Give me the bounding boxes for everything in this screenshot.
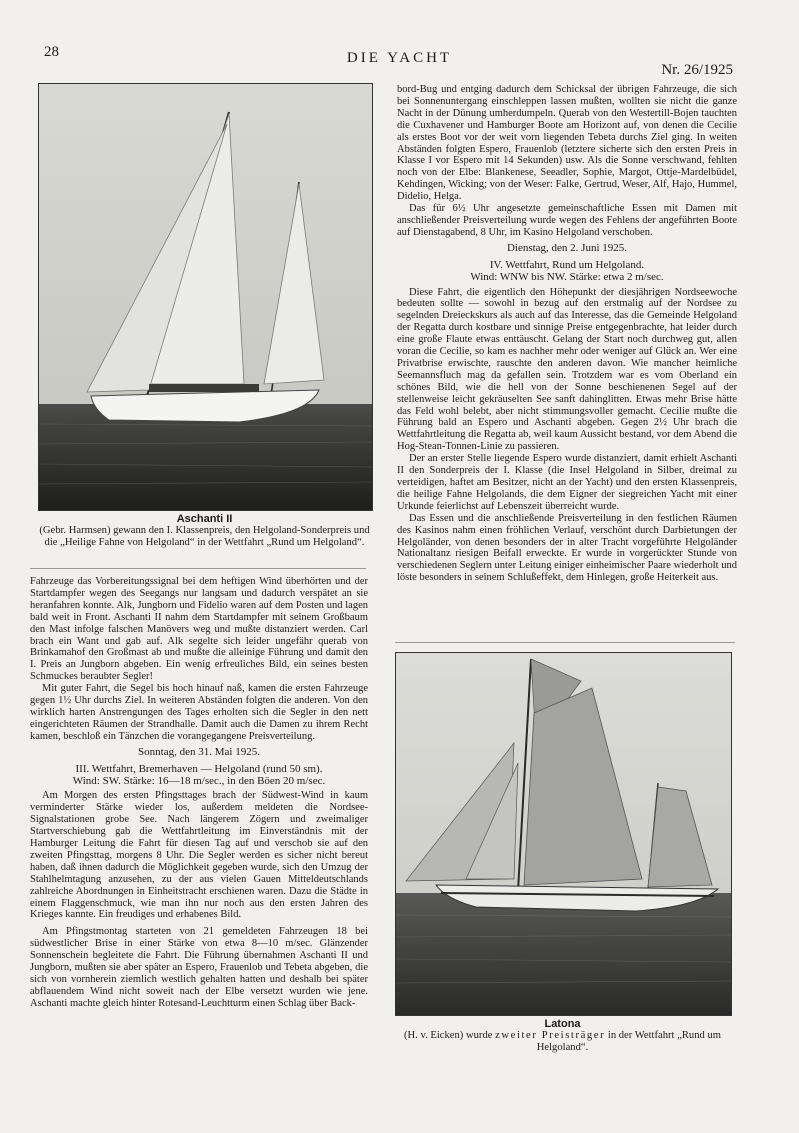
photo-caption-aschanti: [38, 513, 371, 549]
photo-caption-latona: [395, 1018, 730, 1054]
divider: [30, 568, 366, 569]
caption-title: Latona: [544, 1018, 581, 1030]
journal-title: DIE YACHT: [346, 50, 453, 66]
paragraph: Das für 6½ Uhr angesetzte gemeinschaftliche Essen mit Damen mit anschließender Preisverteilung wurde wegen des Fehlens der angeführten Boote auf Dienstagabend, 8 Uhr, im Kasino Helgoland verschoben.: [397, 203, 737, 238]
sailing-yacht-illustration: [396, 653, 731, 1015]
caption-text: (Gebr. Harmsen) gewann den I. Klassenpreis, den Helgoland-Sonderpreis und die „Heilige Fahne von Helgoland“ in der Wettfahrt „Rund um Helgoland“.: [39, 525, 370, 548]
page-number: 28: [44, 44, 59, 60]
paragraph: Am Pfingstmontag starteten von 21 gemeldeten Fahrzeugen 18 bei südwestlicher Brise in einer Stärke von etwa 8—10 m/sec. Glänzender Sonnenschein begleitete die Fahrt. Die Führung übernahmen Aschanti II und Jungborn, mußten sie aber später an Espero, Frauenlob und Tebeta abgeben, die sich von vornherein ziemlich westlich gehalten hatten und deshalb bei später abflauendem Wind nicht soweit nach der Elbe versetzt wurden wie jene. Aschanti machte gleich hinter Rotesand-Leuchtturm einen Schlag über Back-: [30, 926, 368, 1009]
sailing-yacht-illustration: [39, 84, 372, 510]
photo-latona: [395, 652, 732, 1016]
paragraph: Fahrzeuge das Vorbereitungssignal bei dem heftigen Wind überhörten und der Startdampfer wegen des Seegangs nur langsam und dadurch verspätet an sie heranfahren konnte. Alk, Jungborn und Fidelio waren auf dem Posten und lagen bald weit in Front. Aschanti II nahm dem Startdampfer mit seinem Großbaum den Mast infolge falschen Manövers weg und mußte distanziert werden. Carl brach ein Want und gab auf. Alk segelte sich leider ungefähr querab von Brinkamahof den Großmast ab und mußte die alleinige Führung und damit den I. Preis an Jungborn abgeben. Ein wenig erfreuliches Bild, ein seines besten Schmuckes beraubter Segler!: [30, 576, 368, 683]
caption-text-pre: (H. v. Eicken) wurde: [404, 1030, 493, 1041]
caption-title: Aschanti II: [176, 513, 233, 525]
section-heading: III. Wettfahrt, Bremerhaven — Helgoland (rund 50 sm).: [75, 762, 323, 775]
caption-text-emphasis: zweiter Preisträger: [495, 1030, 606, 1041]
divider: [395, 642, 735, 643]
paragraph: Das Essen und die anschließende Preisverteilung in den festlichen Räumen des Kasinos nahm einen fröhlichen Verlauf, verschönt durch Darbietungen der Helgoländer, von denen besonders der in alter Tracht vorgeführte Helgoländer Nationaltanz riesigen Beifall erweckte. Er wurde in vorgerückter Stunde von verschiedenen Seglern unter Leitung einiger einheimischer Paare wiederholt und löste besonders in seinem Schlußeffekt, dem Hinlegen, große Heiterkeit aus.: [397, 512, 737, 584]
issue-number: Nr. 26/1925: [661, 62, 733, 78]
section-date: Dienstag, den 2. Juni 1925.: [506, 241, 628, 254]
section-heading: IV. Wettfahrt, Rund um Helgoland.: [489, 258, 645, 271]
caption-text: [395, 1030, 730, 1054]
left-column: [30, 576, 368, 1010]
paragraph: bord-Bug und entging dadurch dem Schicksal der übrigen Fahrzeuge, die sich bei Sonnenuntergang einschleppen lassen mußten, wollten sie nicht die ganze Nacht in der Dünung umherdumpeln. Querab von den Westertill-Bojen tauchten die Cuxhavener und Hamburger Boote am Horizont auf, von denen die Cecilie als erstes Boot vor der weit vorn liegenden Tebeta durchs Ziel ging. In weiten Abständen folgten Espero, Frauenlob (letztere sicherte sich den ersten Preis in Klasse I vor Espero mit 14 Sekunden) usw. Als die Sonne verschwand, fehlten noch von der Elbe: Blankenese, Seeadler, Sophie, Margot, Ottje-Mardelbüdel, Kehdingen, Wicking; von der Weser: Falke, Gertrud, Weser, Alf, Hajo, Hummel, Didelio, Helga.: [397, 84, 737, 203]
paragraph: Am Morgen des ersten Pfingsttages brach der Südwest-Wind in kaum verminderter Stärke wieder los, außerdem meldeten die Nordsee-Signalstationen grobe See. Nach längerem Zögern und zweimaliger Startverschiebung gab die Wettfahrtleitung im Einverständnis mit der Hamburger Leitung die Fahrt für diesen Tag auf und verschob sie auf den zweiten Pfingsttag, morgens 8 Uhr. Die Segler werden es sicher nicht bereut haben, daß ihnen dadurch die Möglichkeit gegeben wurde, sich den Umzug der Stahlhelmtagung anzusehen, zu der aus vielen Gauen Mitteldeutschlands zahlreiche Abordnungen in Einheitstracht erschienen waren. Dazu die Städte in einem Flaggenschmuck, wie man ihn nur noch aus den ersten Jahren des Krieges kannte. Ein freudiges und erhabenes Bild.: [30, 790, 368, 921]
section-date: Sonntag, den 31. Mai 1925.: [138, 745, 260, 758]
paragraph: Mit guter Fahrt, die Segel bis hoch hinauf naß, kamen die ersten Fahrzeuge gegen 1½ Uhr durchs Ziel. In weiteren Abständen folgten die anderen. Von den wirklich harten Anstrengungen des Tages erholten sich die Segler in den nett eingerichteten Räumen der Strandhalle. Damit auch die Damen zu ihrem Recht kamen, beschloß ein Tänzchen die vorangegangene Preisverteilung.: [30, 683, 368, 742]
wind-info: Wind: SW. Stärke: 16—18 m/sec., in den Böen 20 m/sec.: [72, 774, 326, 787]
wind-info: Wind: WNW bis NW. Stärke: etwa 2 m/sec.: [470, 270, 664, 283]
caption-text-post: in der Wettfahrt „Rund um Helgoland“.: [536, 1030, 721, 1053]
paragraph: Diese Fahrt, die eigentlich den Höhepunkt der diesjährigen Nordseewoche bedeuten sollte — sowohl in bezug auf den erstmalig auf der Nordsee zu segelnden Dreieckskurs als auch auf das Interesse, das die Gemeinde Helgoland der Regatta durch kostbare und sinnige Preise entgegenbrachte, hat leider durch eine große Flaute etwas enttäuscht. Gelang der Start noch durchweg gut, allen voran die Cecilie, so kam es nachher mehr oder weniger auf Glück an. Wer eine Privatbrise erwischte, rauschte den anderen davon. Wie mancher heimliche Seemannsfluch mag da gefallen sein. Trotzdem war es vom Oberland ein schönes Bild, wie die hell von der Sonne beschienenen Segel auf der stellenweise leicht gekräuselten See sanft dahinglitten. Etwas mehr Brise hätte das Feld wohl belebt, aber nicht stimmungsvoller gemacht. Cecilie mußte die Führung bald an Espero und Aschanti abgeben. Gegen 2½ Uhr brach die Wettfahrtleitung die Regatta ab, weil kaum Aussicht bestand, vor dem Abend die Hog-Stean-Tonnen-Linie zu passieren.: [397, 286, 737, 453]
right-column: [397, 84, 737, 584]
photo-aschanti: [38, 83, 373, 511]
paragraph: Der an erster Stelle liegende Espero wurde distanziert, damit erhielt Aschanti II den Sonderpreis der I. Klasse (die Insel Helgoland in Silber, dreimal zu verteidigen, haftet am Besitzer, nicht an der Yacht) und den ersten Klassenpreis, die heilige Fahne Helgolands, die dem Eigner der siegreichen Yacht mit einer Urkunde feierlichst auf Lebenszeit überreicht wurde.: [397, 453, 737, 512]
